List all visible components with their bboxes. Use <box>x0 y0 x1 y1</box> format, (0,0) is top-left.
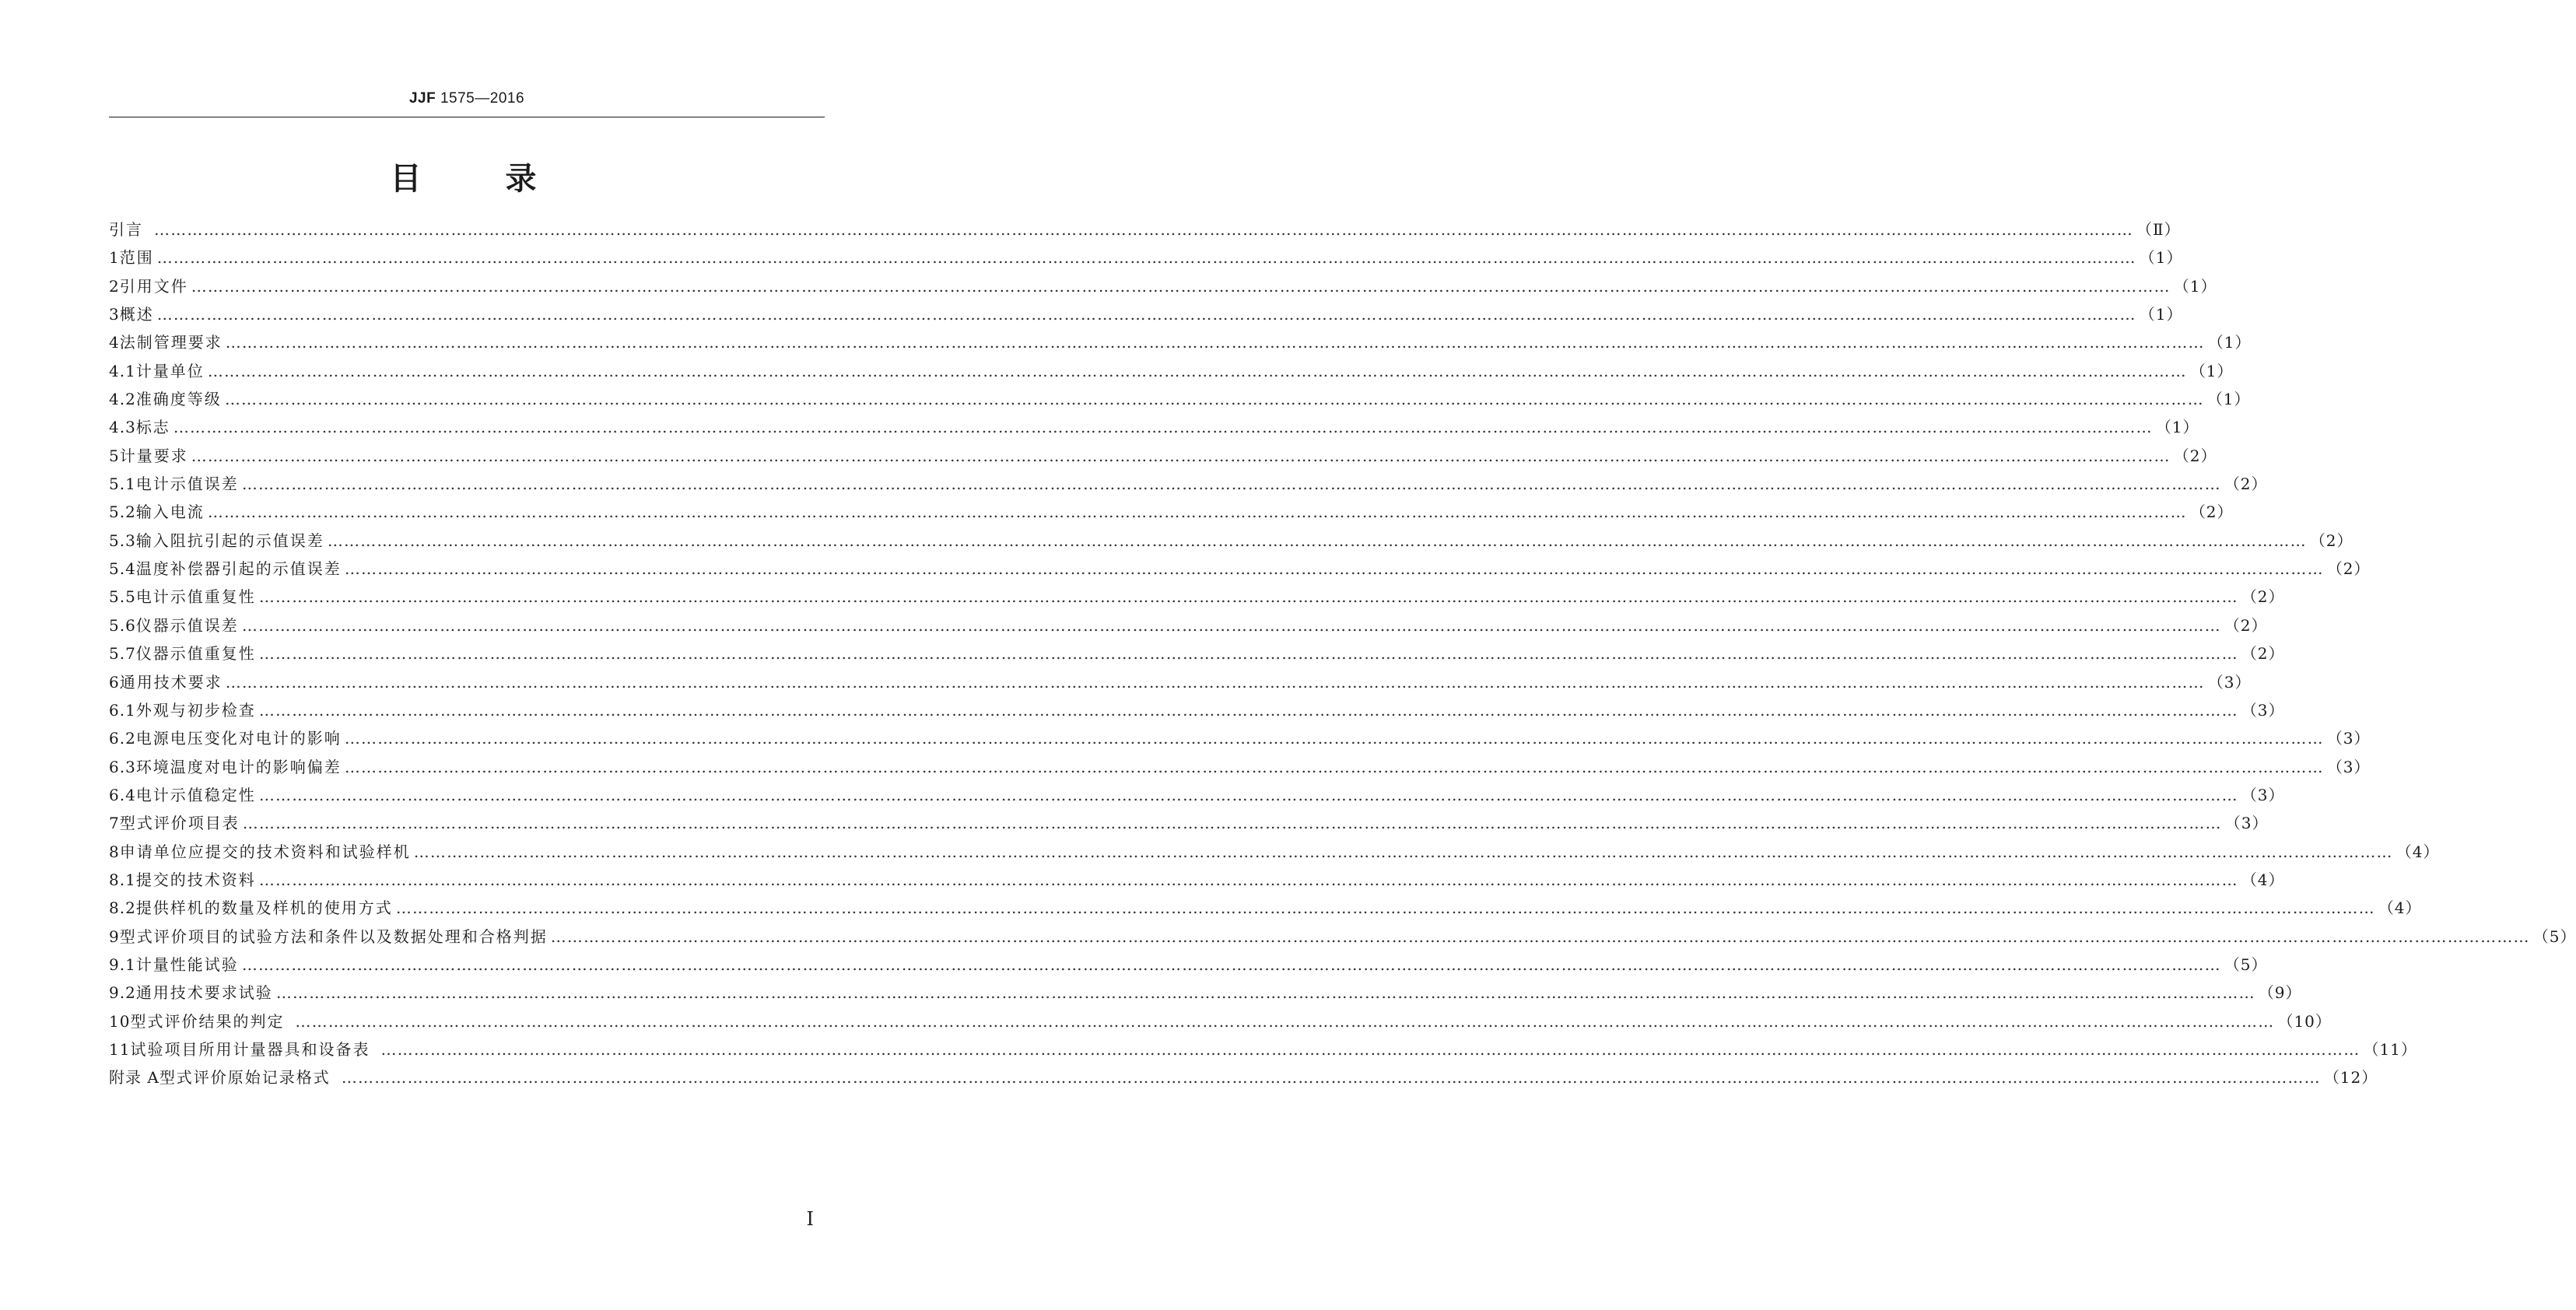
toc-entry-title: 温度补偿器引起的示值误差 <box>135 559 342 579</box>
dot-leader: ……………………………………………………………………………………………………………………………………………………………………………………………………………………………………………………………………………………………………………………………… <box>224 390 2204 409</box>
toc-entry-number: 9.1 <box>109 954 136 974</box>
dot-leader: ……………………………………………………………………………………………………………………………………………………………………………………………………………………………………………………………………………………………………………………………… <box>173 418 2153 437</box>
toc-entry-title: 提供样机的数量及样机的使用方式 <box>135 898 393 918</box>
toc-entry[interactable] <box>109 357 2234 385</box>
toc-entry[interactable] <box>109 668 2252 696</box>
toc-entry-page: （1） <box>2206 390 2251 409</box>
toc-entry[interactable] <box>109 470 2268 498</box>
toc-entry[interactable] <box>109 951 2268 979</box>
toc-entry-page: （2） <box>2224 615 2268 635</box>
standard-code: JJF <box>408 90 436 107</box>
dot-leader: ……………………………………………………………………………………………………………………………………………………………………………………………………………………………………………………………………………………………………………………………… <box>225 672 2205 692</box>
toc-entry[interactable] <box>109 243 2183 271</box>
dot-leader: ……………………………………………………………………………………………………………………………………………………………………………………………………………………………………………………………………………………………………………………………… <box>344 757 2324 776</box>
toc-entry-page: （3） <box>2241 785 2285 804</box>
toc-entry[interactable] <box>109 639 2285 667</box>
toc-entry[interactable] <box>109 555 2371 583</box>
toc-entry-number: 5.2 <box>109 503 136 522</box>
toc-entry-title: 仪器示值误差 <box>135 615 239 635</box>
toc-entry-title: 型式评价项目的试验方法和条件以及数据处理和合格判据 <box>119 926 548 946</box>
toc-entry-page: （2） <box>2241 644 2285 664</box>
dot-leader: ……………………………………………………………………………………………………………………………………………………………………………………………………………………………………………………………………………………………………………………………… <box>327 531 2307 550</box>
toc-entry-number: 6.4 <box>109 785 136 804</box>
dot-leader: ……………………………………………………………………………………………………………………………………………………………………………………………………………………………………………………………………………………………………………………………… <box>258 785 2238 804</box>
table-of-contents <box>109 215 2576 1092</box>
toc-entry-number: 3 <box>109 305 120 324</box>
toc-entry[interactable] <box>109 866 2285 894</box>
toc-entry-number: 5.3 <box>109 531 136 550</box>
toc-entry-page: （1） <box>2155 418 2199 437</box>
toc-entry-page: （9） <box>2258 983 2302 1003</box>
toc-entry-number: 4.2 <box>109 390 136 409</box>
dot-leader: ……………………………………………………………………………………………………………………………………………………………………………………………………………………………………………………………………………………………………………………………… <box>258 870 2238 889</box>
toc-entry-page: （3） <box>2224 814 2269 833</box>
toc-entry[interactable] <box>109 215 2181 243</box>
dot-leader: ……………………………………………………………………………………………………………………………………………………………………………………………………………………………………………………………………………………………………………………………… <box>241 475 2221 494</box>
toc-entry[interactable] <box>109 611 2268 639</box>
toc-entry-page: （1） <box>2173 276 2217 296</box>
toc-entry-page: （4） <box>2241 870 2285 889</box>
toc-entry[interactable] <box>109 1063 2378 1091</box>
toc-entry[interactable] <box>109 328 2252 356</box>
toc-entry-page: （5） <box>2224 954 2268 974</box>
toc-entry-number: 6 <box>109 672 120 692</box>
dot-leader: ……………………………………………………………………………………………………………………………………………………………………………………………………………………………………………………………………………………………………………………………… <box>275 983 2255 1003</box>
toc-entry-page: （1） <box>2139 305 2183 324</box>
toc-entry-page: （2） <box>2309 531 2353 550</box>
toc-entry[interactable] <box>109 442 2217 470</box>
toc-entry-title: 电计示值稳定性 <box>135 785 256 804</box>
title-char-1: 目 <box>390 161 422 197</box>
toc-entry-page: （2） <box>2326 559 2371 579</box>
toc-entry-title: 输入电流 <box>135 503 205 522</box>
dot-leader: ……………………………………………………………………………………………………………………………………………………………………………………………………………………………………………………………………………………………………………………………… <box>191 276 2171 296</box>
toc-entry-title: 准确度等级 <box>135 390 222 409</box>
toc-entry[interactable] <box>109 413 2199 441</box>
toc-entry[interactable] <box>109 1007 2332 1035</box>
toc-entry-title: 计量单位 <box>135 361 205 380</box>
toc-entry-title: 电计示值误差 <box>135 475 239 494</box>
dot-leader: ……………………………………………………………………………………………………………………………………………………………………………………………………………………………………………………………………………………………………………………………… <box>413 842 2393 861</box>
toc-entry-number: 10 <box>109 1011 131 1031</box>
dot-leader: ……………………………………………………………………………………………………………………………………………………………………………………………………………………………………………………………………………………………………………………………… <box>341 1068 2321 1088</box>
dot-leader: ……………………………………………………………………………………………………………………………………………………………………………………………………………………………………………………………………………………………………………………………… <box>207 503 2187 522</box>
dot-leader: ……………………………………………………………………………………………………………………………………………………………………………………………………………………………………………………………………………………………………………………………… <box>156 305 2136 324</box>
toc-entry[interactable] <box>109 1035 2417 1063</box>
toc-entry-number: 8.2 <box>109 898 136 918</box>
dot-leader: ……………………………………………………………………………………………………………………………………………………………………………………………………………………………………………………………………………………………………………………………… <box>156 248 2136 268</box>
toc-entry[interactable] <box>109 781 2285 809</box>
dot-leader: ……………………………………………………………………………………………………………………………………………………………………………………………………………………………………………………………………………………………………………………………… <box>258 644 2238 664</box>
toc-entry[interactable] <box>109 923 2576 951</box>
toc-entry-number: 5.5 <box>109 587 136 607</box>
toc-entry-number: 1 <box>109 248 120 268</box>
dot-leader: ……………………………………………………………………………………………………………………………………………………………………………………………………………………………………………………………………………………………………………………………… <box>225 333 2205 352</box>
toc-entry-title: 试验项目所用计量器具和设备表 <box>130 1039 370 1059</box>
toc-entry-title: 型式评价结果的判定 <box>130 1011 285 1031</box>
toc-entry[interactable] <box>109 498 2234 526</box>
toc-entry-page: （2） <box>2224 475 2268 494</box>
toc-entry-number: 2 <box>109 276 120 296</box>
toc-entry-number: 附录 A <box>109 1068 159 1088</box>
toc-entry-title: 仪器示值重复性 <box>135 644 256 664</box>
toc-entry-title: 电源电压变化对电计的影响 <box>135 729 342 748</box>
toc-entry[interactable] <box>109 527 2353 555</box>
toc-entry[interactable] <box>109 894 2422 922</box>
toc-entry[interactable] <box>109 696 2285 724</box>
toc-entry-number: 4 <box>109 333 120 352</box>
dot-leader: ……………………………………………………………………………………………………………………………………………………………………………………………………………………………………………………………………………………………………………………………… <box>154 220 2133 239</box>
toc-entry-number: 4.1 <box>109 361 136 380</box>
toc-entry[interactable] <box>109 979 2302 1007</box>
toc-entry-number: 6.2 <box>109 729 136 748</box>
toc-entry-page: （Ⅱ） <box>2136 220 2181 239</box>
dot-leader: ……………………………………………………………………………………………………………………………………………………………………………………………………………………………………………………………………………………………………………………………… <box>258 700 2238 720</box>
toc-entry-number: 11 <box>109 1039 131 1059</box>
toc-entry-page: （2） <box>2189 503 2234 522</box>
toc-entry-number: 5.1 <box>109 475 136 494</box>
dot-leader: ……………………………………………………………………………………………………………………………………………………………………………………………………………………………………………………………………………………………………………………………… <box>242 814 2222 833</box>
toc-entry-page: （3） <box>2326 757 2371 776</box>
toc-entry[interactable] <box>109 753 2371 781</box>
toc-entry[interactable] <box>109 385 2251 413</box>
toc-entry-title: 申请单位应提交的技术资料和试验样机 <box>119 842 411 861</box>
toc-entry-page: （12） <box>2323 1068 2378 1088</box>
toc-entry-title: 通用技术要求试验 <box>135 983 273 1003</box>
toc-entry-page: （1） <box>2189 361 2234 380</box>
toc-entry-title: 输入阻抗引起的示值误差 <box>135 531 324 550</box>
dot-leader: ……………………………………………………………………………………………………………………………………………………………………………………………………………………………………………………………………………………………………………………………… <box>395 898 2375 918</box>
toc-entry-page: （2） <box>2241 587 2285 607</box>
toc-entry-page: （3） <box>2326 729 2371 748</box>
dot-leader: ……………………………………………………………………………………………………………………………………………………………………………………………………………………………………………………………………………………………………………………………… <box>550 926 2530 946</box>
toc-entry-title: 提交的技术资料 <box>135 870 256 889</box>
toc-entry-number: 8 <box>109 842 120 861</box>
dot-leader: ……………………………………………………………………………………………………………………………………………………………………………………………………………………………………………………………………………………………………………………………… <box>207 361 2187 380</box>
toc-entry-page: （3） <box>2207 672 2252 692</box>
toc-entry-number: 5.6 <box>109 615 136 635</box>
toc-entry-title: 引言 <box>109 220 143 239</box>
toc-entry-title: 法制管理要求 <box>119 333 223 352</box>
toc-entry-number: 9 <box>109 926 120 946</box>
toc-entry-page: （1） <box>2139 248 2183 268</box>
toc-entry-number: 6.1 <box>109 700 136 720</box>
dot-leader: ……………………………………………………………………………………………………………………………………………………………………………………………………………………………………………………………………………………………………………………………… <box>241 615 2221 635</box>
toc-entry-number: 7 <box>109 814 120 833</box>
toc-entry-number: 4.3 <box>109 418 136 437</box>
toc-entry-page: （10） <box>2277 1011 2332 1031</box>
toc-entry-title: 型式评价项目表 <box>119 814 240 833</box>
toc-entry[interactable] <box>109 724 2371 752</box>
toc-entry-page: （5） <box>2532 926 2576 946</box>
toc-entry-page: （3） <box>2241 700 2285 720</box>
toc-entry-title: 电计示值重复性 <box>135 587 256 607</box>
dot-leader: ……………………………………………………………………………………………………………………………………………………………………………………………………………………………………………………………………………………………………………………………… <box>258 587 2238 607</box>
dot-leader: ……………………………………………………………………………………………………………………………………………………………………………………………………………………………………………………………………………………………………………………………… <box>241 954 2221 974</box>
toc-entry[interactable] <box>109 300 2183 328</box>
toc-entry-title: 计量性能试验 <box>135 954 239 974</box>
title-char-2: 录 <box>505 161 537 197</box>
toc-entry-title: 计量要求 <box>119 446 188 465</box>
toc-entry-page: （1） <box>2207 333 2252 352</box>
toc-entry-number: 9.2 <box>109 983 136 1003</box>
toc-entry-page: （11） <box>2363 1039 2417 1059</box>
dot-leader: ……………………………………………………………………………………………………………………………………………………………………………………………………………………………………………………………………………………………………………………………… <box>380 1039 2360 1059</box>
toc-entry-title: 外观与初步检查 <box>135 700 256 720</box>
toc-entry-page: （2） <box>2173 446 2217 465</box>
toc-entry-number: 6.3 <box>109 757 136 776</box>
page-title <box>0 154 927 198</box>
dot-leader: ……………………………………………………………………………………………………………………………………………………………………………………………………………………………………………………………………………………………………………………………… <box>344 729 2324 748</box>
toc-entry-number: 5.7 <box>109 644 136 664</box>
toc-entry-number: 5 <box>109 446 120 465</box>
running-header <box>109 90 825 107</box>
toc-entry[interactable] <box>109 272 2217 300</box>
toc-entry-title: 范围 <box>119 248 154 268</box>
dot-leader: ……………………………………………………………………………………………………………………………………………………………………………………………………………………………………………………………………………………………………………………………… <box>191 446 2171 465</box>
dot-leader: ……………………………………………………………………………………………………………………………………………………………………………………………………………………………………………………………………………………………………………………………… <box>295 1011 2275 1031</box>
toc-entry-number: 8.1 <box>109 870 136 889</box>
toc-entry[interactable] <box>109 809 2269 837</box>
toc-entry-number: 5.4 <box>109 559 136 579</box>
toc-entry-page: （4） <box>2378 898 2422 918</box>
toc-entry-title: 环境温度对电计的影响偏差 <box>135 757 342 776</box>
toc-entry-title: 通用技术要求 <box>119 672 223 692</box>
toc-entry-title: 概述 <box>119 305 154 324</box>
toc-entry-title: 型式评价原始记录格式 <box>159 1068 331 1088</box>
toc-entry[interactable] <box>109 583 2285 611</box>
page-number: Ⅰ <box>806 1208 814 1230</box>
standard-number: 1575—2016 <box>440 90 525 107</box>
toc-entry[interactable] <box>109 838 2440 866</box>
toc-entry-page: （4） <box>2396 842 2440 861</box>
dot-leader: ……………………………………………………………………………………………………………………………………………………………………………………………………………………………………………………………………………………………………………………………… <box>344 559 2324 579</box>
toc-entry-title: 标志 <box>135 418 170 437</box>
toc-entry-title: 引用文件 <box>119 276 188 296</box>
